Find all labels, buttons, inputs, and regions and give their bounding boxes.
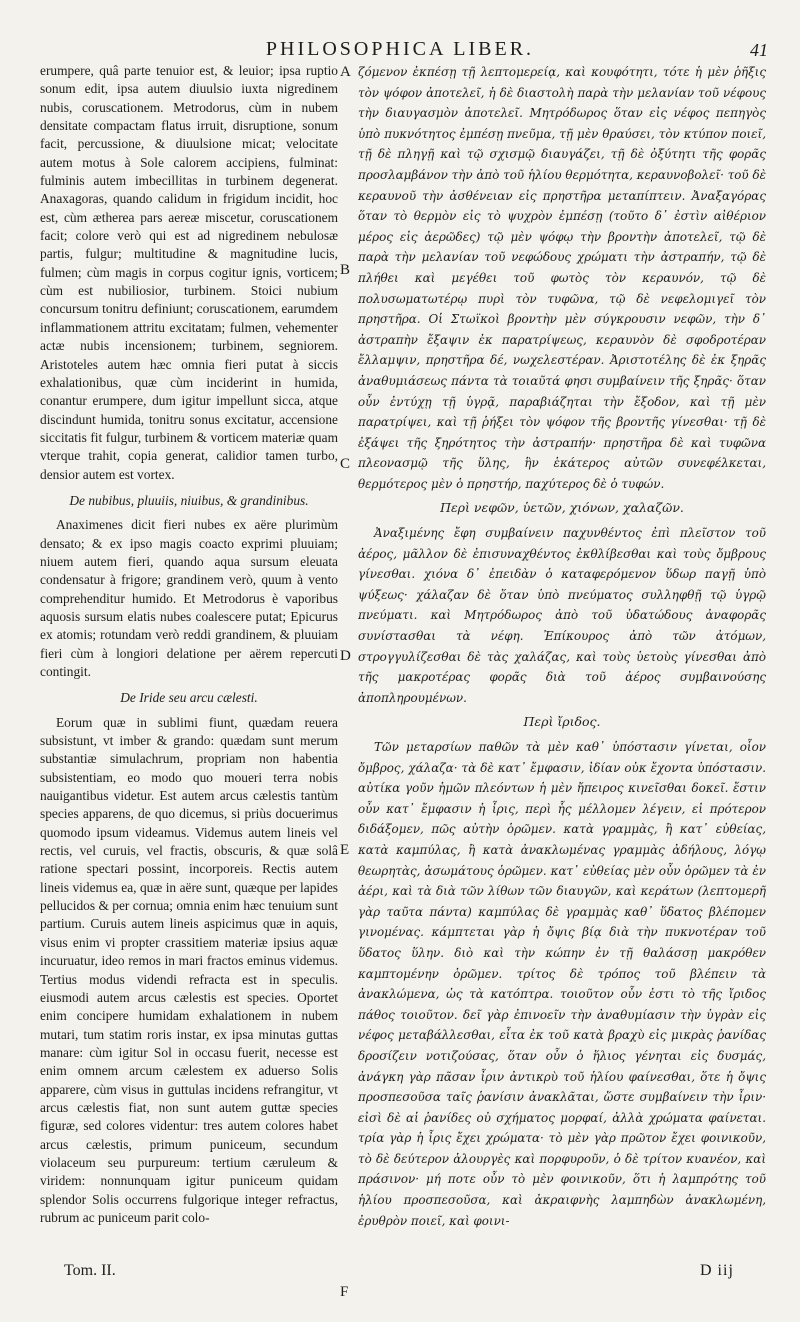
latin-paragraph-clouds: Anaximenes dicit fieri nubes ex aëre plurimùm densato; & ex ipso magis coacto exprimi pluuiam; niuem autem fieri, quando aqua sursum eleuata condensatur à frigore; grandinem verò, quum à vento comprehenditur humido. Et Metrodorus è vaporibus aquosis sursum elatis nubes coalescere putat; Epicurus ex atomis; rotundam verò reddi grandinem, & pluuiam fieri cùm à longiori delatione per aërem repercuti contingit.: [40, 517, 338, 679]
signature-mark: D iij: [700, 1262, 734, 1279]
latin-heading-rainbow: De Iride seu arcu cælesti.: [120, 690, 258, 706]
margin-letter-e: E: [340, 842, 350, 858]
greek-paragraph-clouds: Ἀναξιμένης ἔφη συμβαίνειν παχυνθέντος ἐπὶ πλεῖστον τοῦ ἀέρος, μᾶλλον δὲ ἐπισυναχθέντος ἐκθλίβεσθαι καὶ τοὺς ὄμβρους γίνεσθαι. χιόνα δ᾽ ἐπειδὰν ὁ καταφερόμενον ὕδωρ παγῇ ὑπὸ ψύξεως· χάλαζαν δὲ ὅταν ὑπὸ πνεύματος συλληφθῇ τῷ ὑγρῷ πνεύματι. καὶ Μητρόδωρος ἀπὸ τοῦ ὑδατώδους ἀναφορᾶς συνίστασθαι τὰ νέφη. Ἐπίκουρος ἀπὸ τῶν ἀτόμων, στρογγυλίζεσθαι δὲ τὰς χαλάζας, καὶ τοὺς ὑετοὺς γίνεσθαι ἀπὸ τῆς μακροτέρας φορᾶς διὰ τοῦ ἀέρος συμβαινούσης ἀποπληρουμένων.: [358, 526, 766, 705]
latin-heading-clouds: De nubibus, pluuiis, niuibus, & grandinibus.: [69, 492, 309, 508]
margin-letter-f: F: [340, 1284, 349, 1300]
running-head: PHILOSOPHICA LIBER.: [265, 38, 535, 60]
margin-letter-a: A: [340, 64, 351, 80]
page-number: 41: [750, 40, 768, 60]
latin-column: [40, 62, 338, 1231]
latin-paragraph-rainbow: Eorum quæ in sublimi fiunt, quædam reuera subsistunt, vt imber & grando: quædam sunt merum substantiæ simulachrum, propriam non habentia subsistentiam, eo modo quo moueri terra nobis nauigantibus videtur. Est autem arcus cælestis tantùm species apparens, de quo dicemus, si priùs docuerimus quomodo ipsum videamus. Videmus autem lineis vel rectis, vel curuis, vel fractis, obscuris, & quæ solâ ratione spectari possint, incorporeis. Rectis autem lineis videmus ea, quæ in aëre sunt, quæque per lapides pellucidos & per cornua; omnia enim hæc tenuium sunt partium. Curuis autem lineis aspicimus quæ in aquis, visus enim vi propter crassitiem materiæ ipsius aquæ incuruatur, ideo remos in mari fractos eminus videmus. Tertius modus videndi refracta est in speculis. eiusmodi autem arcus cælestis est species. Oportet enim concipere humidam exhalationem in nubem mutari, tum statim roris instar, ex ipsa minutas guttas manare: cùm igitur Sol in occasu fuerit, necesse est enim omnem arcum cælestem ex aduerso Solis apparere, cùm visus in guttulas incidens refrangitur, vt arcus cælestis fiat, non sunt autem guttæ species figuræ, sed colores videntur: tres autem colores habet arcus cælestis, primum puniceum, secundum violaceum seu purpureum: tertium cæruleum & viridem: nonnunquam igitur puniceum quidam splendor Solis occurrens fulgorique integer refractus, rubrum ac puniceum parit colo-: [40, 714, 338, 1225]
margin-letter-c: C: [340, 456, 351, 472]
greek-column: [358, 62, 766, 1235]
latin-paragraph-thunder: erumpere, quâ parte tenuior est, & leuior; ipsa ruptio sonum edit, ipsa autem diuulsio iuxta nigredinem nubis, coruscationem. Metrodorus, cùm in nubem densitate compactam flatus irruit, disruptione, sonum facit, percussione, & diuulsione micat; velocitate autem motus à Sole calorem accipiens, fulminat: fulminis autem imbecillitas in turbinem degenerat. Anaxagoras, quando calidum in frigidum incidit, hoc est, cùm ætherea pars aereæ miscetur, coruscationem facit; colore verò qui est ad nigredinem nebulosæ partis, fulgur; multitudine & magnitudine lucis, fulmen; cùm magis in corpus cogitur ignis, vorticem; cùm est nubiliosior, turbinem. Stoici nubium concursum tonitru definiunt; coruscationem, earumdem inflammationem attritu excitatam; fulmen, vehementer actæ nubis incensionem; turbinem, segniorem. Aristoteles autem hæc omnia fieri putat à siccis exhalationibus, quæ cùm inciderint in humida, conantur erumpere, dum igitur impellunt sicca, atque discindunt humida, tonitru sonus excitatur, accensione siccitatis fit fulgur, turbinem & vorticem materiæ quam vterque trahit, copia generat, calidior tamen turbo, densior autem est vortex.: [40, 63, 338, 482]
greek-paragraph-rainbow: Τῶν μεταρσίων παθῶν τὰ μὲν καθ᾽ ὑπόστασιν γίνεται, οἷον ὄμβρος, χάλαζα· τὰ δὲ κατ᾽ ἔμφασιν, ἰδίαν οὐκ ἔχοντα ὑπόστασιν. αὐτίκα γοῦν ἡμῶν πλεόντων ἡ μὲν ἤπειρος κινεῖσθαι δοκεῖ. ἔστιν οὖν κατ᾽ ἔμφασιν ἡ ἶρις, περὶ ἧς μέλλομεν λέγειν, εἰ πρότερον διδάξομεν, πῶς αὐτὴν ὁρῶμεν. κατὰ γραμμὰς, ἢ κατ᾽ εὐθείας, κατὰ καμπύλας, ἢ κατὰ ἀνακλωμένας γραμμὰς ἀδήλους, λόγῳ θεωρητὰς, ἀσωμάτους ὁρῶμεν. κατ᾽ εὐθείας μὲν οὖν ὁρῶμεν τὰ ἐν ἀέρι, καὶ τὰ διὰ τῶν λίθων τῶν διαυγῶν, καὶ κεράτων (λεπτομερῆ γὰρ ταῦτα πάντα) καμπύλας δὲ γραμμὰς καθ᾽ ὕδατος βλέπομεν γινομένας. κάμπτεται γὰρ ἡ ὄψις βίᾳ διὰ τὴν πυκνοτέραν τοῦ ὕδατος ὕλην. διὸ καὶ τὴν κώπην ἐν τῇ θαλάσσῃ μακρόθεν καμπτομένην ὁρῶμεν. τρίτος δὲ τρόπος τοῦ βλέπειν τὰ ἀνακλώμενα, ὡς τὰ κατόπτρα. τοιοῦτον οὖν ἐστι τὸ τῆς ἴριδος πάθος τοιοῦτον. δεῖ γὰρ ἐπινοεῖν τὴν ἀναθυμίασιν τὴν ὑγρὰν εἰς νέφος μεταβάλλεσθαι, εἶτα ἐκ τοῦ κατὰ βραχὺ εἰς μικρὰς ῥανίδας δροσίζειν νοτιζούσας, ὅταν οὖν ὁ ἥλιος γένηται εἰς δυσμάς, ἀνάγκη γὰρ πᾶσαν ἶριν ἀντικρὺ τοῦ ἡλίου φαίνεσθαι, ὅτε ἡ ὄψις προσπεσοῦσα ταῖς ῥανίσιν ἀνακλᾶται, ὥστε συμβαίνειν τὴν ἶριν· εἰσὶ δὲ αἱ ῥανίδες οὐ σχήματος μορφαί, ἀλλὰ χρώματα φαίνεται. τρία γὰρ ἡ ἶρις ἔχει χρώματα· τὸ μὲν γὰρ πρῶτον ἔχει φοινικοῦν, τὸ δὲ δεύτερον ἁλουργὲς καὶ πορφυροῦν, ὁ δὲ τρίτον κυανέον, καὶ πράσινον· μή ποτε οὖν τὸ μὲν φοινικοῦν, ὅτι ἡ λαμπρότης τοῦ ἡλίου προσπεσοῦσα, καὶ ἀκραιφνὴς λαμπηδὼν ἀνακλωμένη, ἐρυθρὸν ποιεῖ, καὶ φοινι-: [358, 740, 766, 1228]
volume-label: Tom. II.: [64, 1262, 116, 1279]
margin-letter-b: B: [340, 262, 351, 278]
greek-heading-rainbow: Περὶ ἴριδος.: [523, 714, 601, 730]
greek-heading-clouds: Περὶ νεφῶν, ὑετῶν, χιόνων, χαλαζῶν.: [440, 500, 684, 516]
greek-paragraph-thunder: ζόμενον ἐκπέσῃ τῇ λεπτομερείᾳ, καὶ κουφότητι, τότε ἡ μὲν ῥῆξις τὸν ψόφον ἀποτελεῖ, ἡ δὲ διαστολὴ παρὰ τὴν μελανίαν τοῦ νέφους τὴν διαυγασμὸν ἀποτελεῖ. Μητρόδωρος ὅταν εἰς νέφος πεπηγὸς ὑπὸ πυκνότητος ἐμπέσῃ πνεῦμα, τῇ μὲν θραύσει, τὸν κτύπον ποιεῖ, τῇ δὲ πληγῇ καὶ τῷ σχισμῷ διαυγάζει, τῇ δὲ ὀξύτητι τῆς φορᾶς προσλαμβάνον τὴν ἀπὸ τοῦ ἡλίου θερμότητα, κεραυνοβολεῖ· τοῦ δὲ κεραυνοῦ τὴν ἀσθένειαν εἰς πρηστῆρα μεταπίπτειν. Ἀναξαγόρας ὅταν τὸ θερμὸν εἰς τὸ ψυχρὸν ἐμπέσῃ (τοῦτο δ᾽ ἐστὶν αἰθέριον μέρος εἰς ἀερῶδες) τῷ μὲν ψόφῳ τὴν βροντὴν ἀποτελεῖ, τῷ δὲ παρὰ τὴν μελανίαν τοῦ νεφώδους χρώματι τὴν ἀστραπήν, τῷ δὲ πλήθει καὶ μεγέθει τοῦ φωτὸς τὸν κεραυνόν, τῷ δὲ πολυσωματωτέρῳ πυρὶ τὸν τυφῶνα, τῷ δὲ νεφελομιγεῖ τὸν πρηστῆρα. Οἱ Στωϊκοὶ βροντὴν μὲν σύγκρουσιν νεφῶν, τὴν δ᾽ ἀστραπὴν ἔξαψιν ἐκ παρατρίψεως, κεραυνὸν δὲ σφοδροτέραν ἔλλαμψιν, πρηστῆρα δέ, νωχελεστέραν. Ἀριστοτέλης δὲ ἐκ ξηρᾶς ἀναθυμιάσεως πάντα τὰ τοιαῦτά φησι συμβαίνειν τῆς ξηρᾶς· ὅταν οὖν ἐντύχῃ τῇ ὑγρᾷ, παραβιάζηται τὴν ἔξοδον, καὶ τῇ μὲν παρατρίψει, καὶ τῇ ῥήξει τὸν ψόφον τῆς βροντῆς γίνεσθαι· τῇ δὲ ἐξάψει τῆς ξηρότητος τὴν ἀστραπήν· πρηστῆρα δὲ καὶ τυφῶνα πλεονασμῷ τῆς ὕλης, ἣν ἑκάτερος αὐτῶν συνεφέλκεται, θερμότερος μὲν ὁ πρηστήρ, παχύτερος δὲ ὁ τυφών.: [358, 65, 766, 491]
margin-letter-d: D: [340, 648, 351, 664]
